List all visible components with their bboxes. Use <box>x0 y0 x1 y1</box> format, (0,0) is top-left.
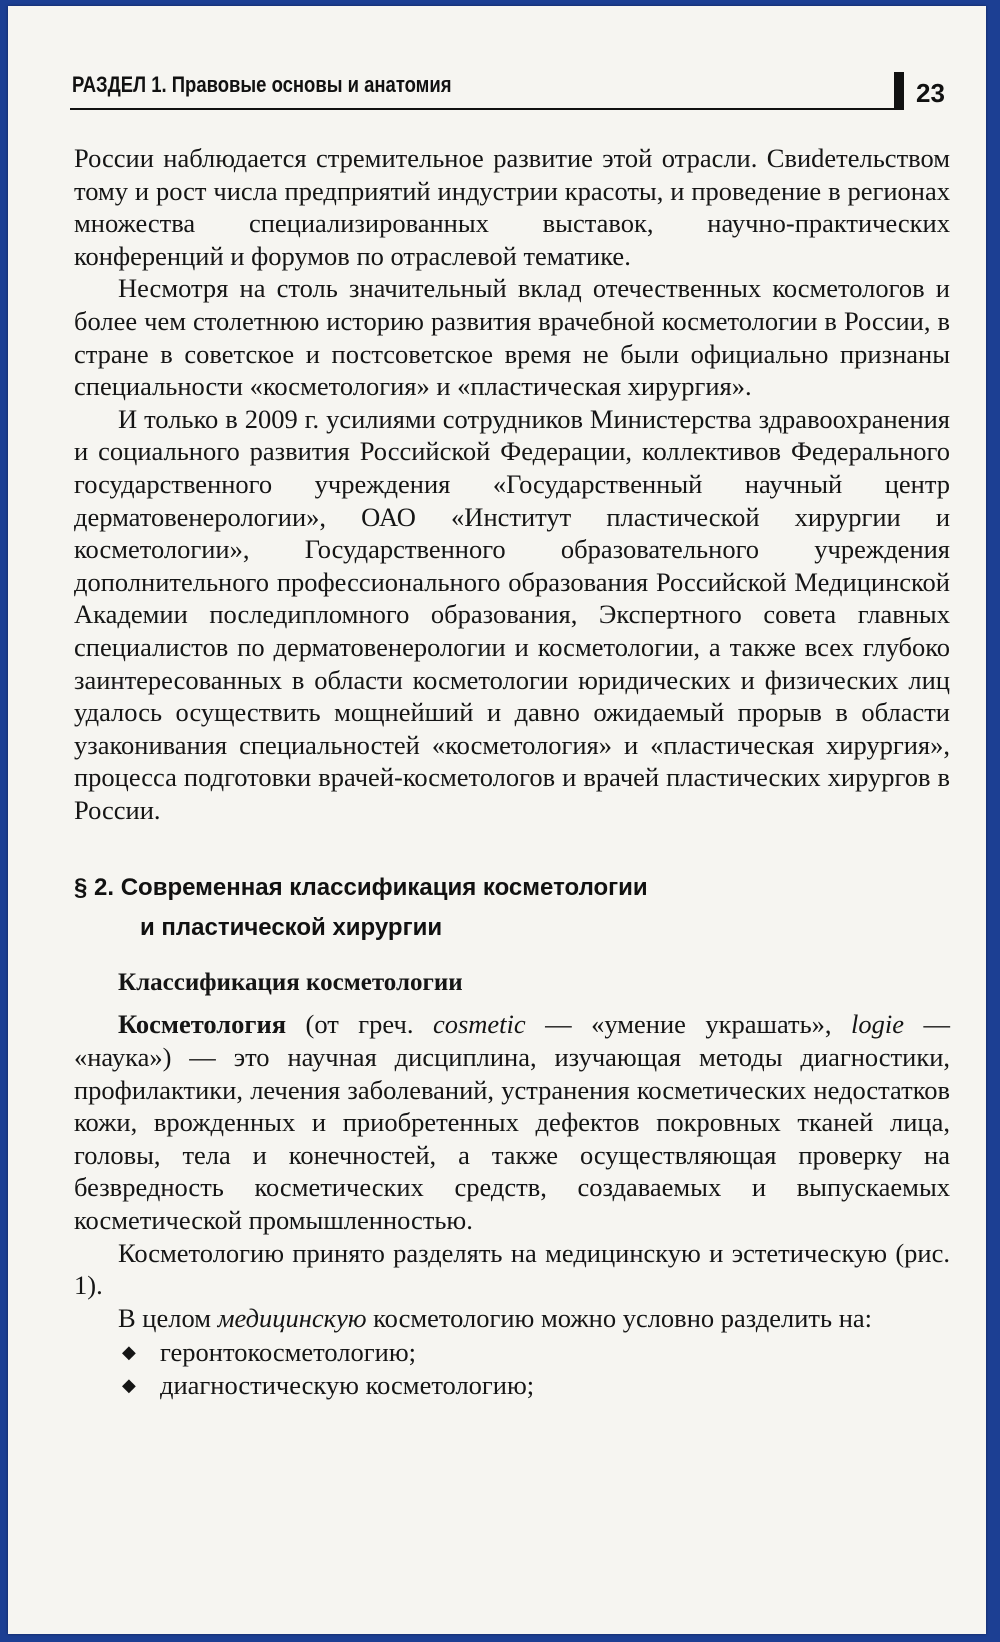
definition-text: (от греч. <box>286 1009 433 1040</box>
bullet-list <box>74 1336 950 1401</box>
section-heading-line1: § 2. Современная классификация косметологии <box>74 874 648 902</box>
definition-paragraph <box>74 1008 950 1236</box>
paragraph: Косметологию принято разделять на медицинскую и эстетическую (рис. 1). <box>74 1237 950 1301</box>
greek-word: cosmetic <box>432 1009 526 1040</box>
paragraph: Несмотря на столь значительный вклад отечественных косметологов и более чем столетнюю историю развития врачебной косметологии в России, в стране в советское и постсоветское время не были официально признаны специальности «косметология» и «пластическая хирургия». <box>74 273 950 402</box>
diamond-bullet-icon: ◆ <box>122 1375 136 1395</box>
header-rule <box>70 108 902 110</box>
paragraph: И только в 2009 г. усилиями сотрудников Министерства здравоохранения и социального развития Российской Федерации, коллективов Федерального государственного учреждения «Государственный научный центр дерматовенерологии», ОАО «Институт пластической хирургии и косметологии», Государственного образовательного учреждения дополнительного профессионального образования Российской Медицинской Академии последипломного образования, Экспертного совета главных специалистов по дерматовенерологии и косметологии, а также всех глубоко заинтересованных в области косметологии юридических и физических лиц удалось осуществить мощнейший и давно ожидаемый прорыв в области узаконивания специальностей «косметология» и «пластическая хирургия», процесса подготовки врачей-косметологов и врачей пластических хирургов в России. <box>74 403 950 825</box>
book-page <box>8 6 986 1634</box>
intro-text: косметологию можно условно разделить на: <box>366 1302 872 1333</box>
subheading: Классификация косметологии <box>118 969 463 997</box>
running-header <box>64 68 954 110</box>
greek-word: logie <box>851 1009 905 1040</box>
page-body <box>74 142 950 1402</box>
header-title: РАЗДЕЛ 1. Правовые основы и анатомия <box>72 72 452 97</box>
list-item-text: диагностическую косметологию; <box>160 1370 535 1400</box>
header-bar <box>894 72 904 110</box>
defined-term: Косметология <box>118 1009 287 1040</box>
diamond-bullet-icon: ◆ <box>122 1342 136 1363</box>
paragraph-continuation: России наблюдается стремительное развитие этой отрасли. Свиdетельством тому и рост числа предприятий индустрии красоты, и проведение в регионах множества специализированных выставок, научно-практических конференций и форумов по отраслевой тематике. <box>74 143 950 271</box>
list-item <box>118 1369 950 1402</box>
paragraph <box>74 1302 950 1335</box>
section-heading <box>74 868 950 948</box>
definition-text: — «наука») — это научная дисциплина, изучающая методы диагностики, профилактики, лечения заболеваний, устранения косметических недостатков кожи, врожденных и приобретенных дефектов покровных тканей лица, головы, тела и конечностей, а также осуществляющая проверку на безвредность косметических средств, создаваемых и выпускаемых косметической промышленностью. <box>74 1009 951 1236</box>
intro-text: В целом <box>118 1302 218 1333</box>
page-number: 23 <box>916 78 945 108</box>
emphasized-word: медицинскую <box>217 1302 367 1333</box>
list-item <box>118 1336 950 1369</box>
definition-text: — «умение украшать», <box>525 1009 852 1040</box>
section-heading-line2: и пластической хирургии <box>140 914 443 942</box>
list-item-text: геронтокосметологию; <box>160 1337 416 1368</box>
